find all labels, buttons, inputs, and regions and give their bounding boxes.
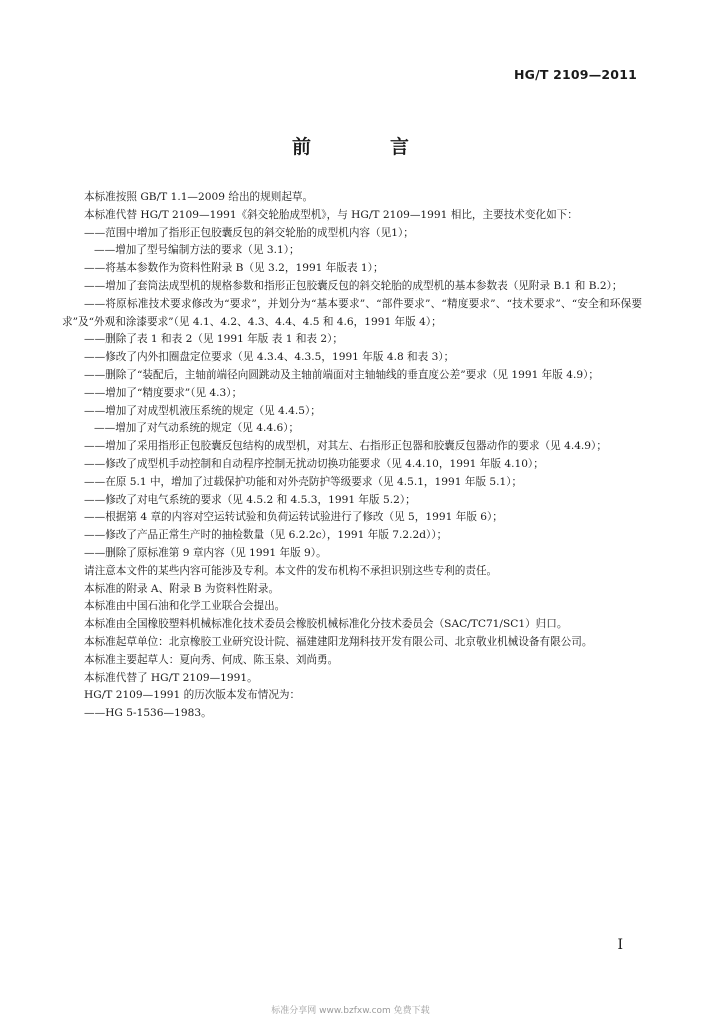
paragraph: 本标准按照 GB/T 1.1—2009 给出的规则起草。 xyxy=(84,191,314,203)
change-item: ——修改了成型机手动控制和自动程序控制无扰动切换功能要求（见 4.4.10，1991 年版 4.10）； xyxy=(84,457,544,470)
foreword-body xyxy=(62,189,642,723)
change-item: ——删除了原标准第 9 章内容（见 1991 年版 9）。 xyxy=(84,546,327,559)
change-item: ——增加了“精度要求”（见 4.3）； xyxy=(84,386,243,399)
change-item: ——增加了型号编制方法的要求（见 3.1）； xyxy=(94,244,300,257)
paragraph: 本标准代替 HG/T 2109—1991《斜交轮胎成型机》，与 HG/T 2109—1991 相比，主要技术变化如下： xyxy=(84,208,578,221)
paragraph: 本标准起草单位：北京橡胶工业研究设计院、福建建阳龙翔科技开发有限公司、北京敬业机械设备有限公司。 xyxy=(84,635,593,648)
change-item: ——增加了对气动系统的规定（见 4.4.6）； xyxy=(94,422,300,435)
change-item: ——将原标准技术要求修改为“要求”，并划分为“基本要求”、“部件要求”、“精度要求”、“技术要求”、“安全和环保要求”及“外观和涂漆要求”（见 4.1、4.2、4.3、4.4、4.5 和 4.6，1991 年版 4）； xyxy=(62,297,642,328)
standard-code: HG/T 2109—2011 xyxy=(513,67,637,82)
paragraph: 请注意本文件的某些内容可能涉及专利。本文件的发布机构不承担识别这些专利的责任。 xyxy=(84,564,498,577)
watermark-footer: 标准分享网 www.bzfxw.com 免费下载 xyxy=(271,1006,430,1016)
change-item: ——增加了套筒法成型机的规格参数和指形正包胶囊反包的斜交轮胎的成型机的基本参数表（见附录 B.1 和 B.2）； xyxy=(84,279,623,292)
page-title: 前 言 xyxy=(291,136,439,158)
change-item: ——增加了对成型机液压系统的规定（见 4.4.5）； xyxy=(84,404,321,417)
change-item: ——删除了表 1 和表 2（见 1991 年版 表 1 和表 2）； xyxy=(84,333,344,346)
page-number: I xyxy=(617,937,623,953)
paragraph: 本标准由中国石油和化学工业联合会提出。 xyxy=(84,600,286,613)
change-item: ——修改了对电气系统的要求（见 4.5.2 和 4.5.3，1991 年版 5.2）； xyxy=(84,493,416,506)
change-item: ——增加了采用指形正包胶囊反包结构的成型机，对其左、右指形正包器和胶囊反包器动作的要求（见 4.4.9）； xyxy=(84,440,607,453)
change-item: ——修改了内外扣圈盘定位要求（见 4.3.4、4.3.5，1991 年版 4.8 和表 3）； xyxy=(84,351,455,364)
change-item: ——删除了“装配后，主轴前端径向圆跳动及主轴前端面对主轴轴线的垂直度公差”要求（见 1991 年版 4.9）； xyxy=(84,368,599,381)
paragraph: HG/T 2109—1991 的历次版本发布情况为： xyxy=(84,689,301,702)
change-item: ——HG 5-1536—1983。 xyxy=(84,707,212,720)
change-item: ——在原 5.1 中，增加了过载保护功能和对外壳防护等级要求（见 4.5.1，1991 年版 5.1）； xyxy=(84,475,523,488)
paragraph: 本标准主要起草人：夏向秀、何成、陈玉泉、刘尚勇。 xyxy=(84,653,339,666)
change-item: ——根据第 4 章的内容对空运转试验和负荷运转试验进行了修改（见 5，1991 年版 6）； xyxy=(84,511,503,524)
change-item: ——修改了产品正常生产时的抽检数量（见 6.2.2c），1991 年版 7.2.2d））； xyxy=(84,529,448,542)
paragraph: 本标准的附录 A、附录 B 为资料性附录。 xyxy=(84,582,280,595)
change-item: ——范围中增加了指形正包胶囊反包的斜交轮胎的成型机内容（见1）； xyxy=(84,226,414,239)
paragraph: 本标准代替了 HG/T 2109—1991。 xyxy=(84,671,258,684)
change-item: ——将基本参数作为资料性附录 B（见 3.2，1991 年版表 1）； xyxy=(84,262,384,275)
paragraph: 本标准由全国橡胶塑料机械标准化技术委员会橡胶机械标准化分技术委员会（SAC/TC71/SC1）归口。 xyxy=(84,618,568,631)
